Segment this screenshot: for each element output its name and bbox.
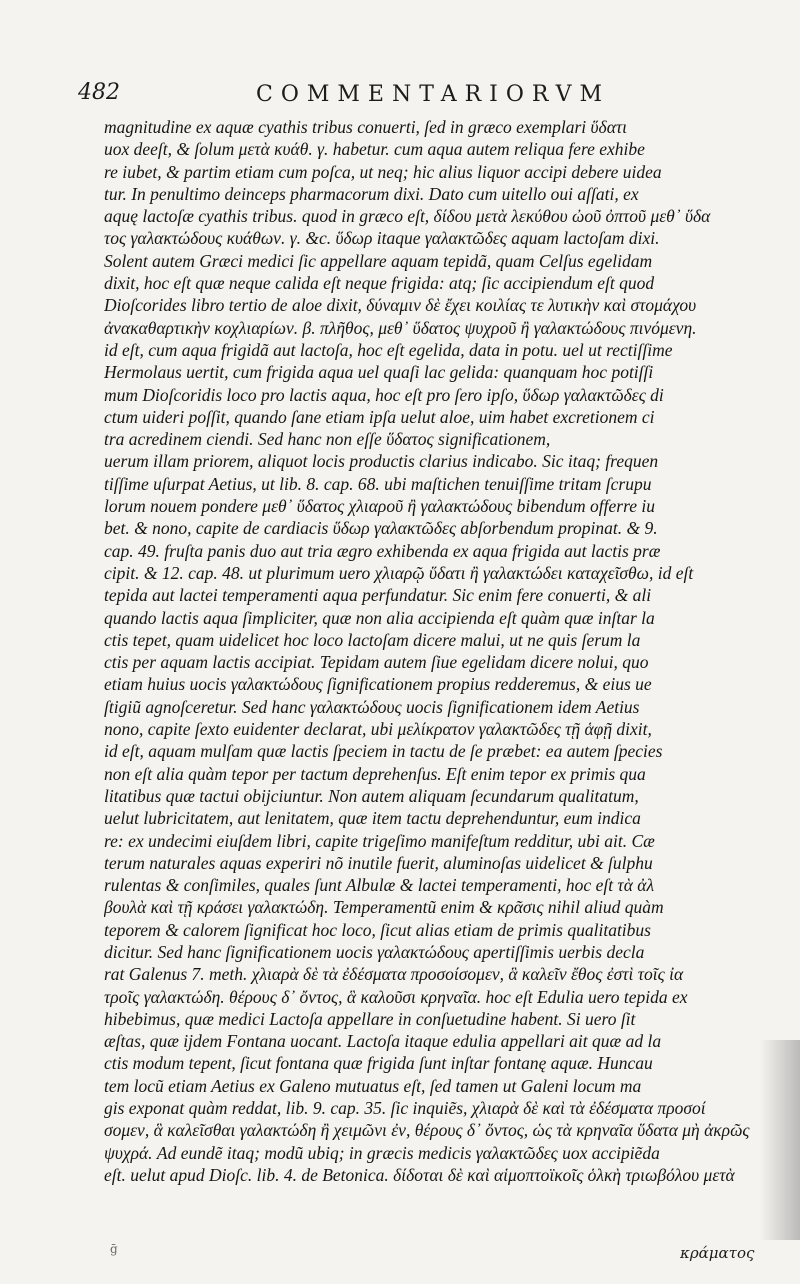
text-line: id eſt, cum aqua frigidã aut lactoſa, hoc eſt egelida, data in potu. uel ut rectiſſime	[104, 339, 673, 360]
text-line: ſtigiũ agnoſceretur. Sed hanc γαλακτώδους uocis ſignificationem idem Aetius	[104, 696, 640, 717]
text-line: non eſt alia quàm tepor per tactum deprehenſus. Eſt enim tepor ex primis qua	[104, 763, 646, 784]
text-line: σομεν, ἃ καλεῖσθαι γαλακτώδη ἢ χειμῶνι ἐν, θέρους δ᾽ ὄντος, ὡς τὰ κρηναῖα ὕδατα μὴ ἀκρῶς	[104, 1120, 750, 1141]
text-line: ctis modum tepent, ſicut fontana quæ frigida ſunt inſtar fontanę aquæ. Huncau	[104, 1053, 653, 1074]
text-line: tur. In penultimo deinceps pharmacorum dixi. Dato cum uitello oui aſſati, ex	[104, 183, 639, 204]
text-line: uox deeſt, & ſolum μετὰ κυάθ. γ. habetur. cum aqua autem reliqua fere exhibe	[104, 139, 645, 160]
page-header	[78, 80, 718, 114]
text-line: rulentas & conſimiles, quales ſunt Albulæ & lactei temperamenti, hoc eſt τὰ ἀλ	[104, 875, 655, 896]
text-line: ψυχρά. Ad eundẽ itaq; modũ ubiq; in græcis medicis γαλακτῶδες uox accipiẽda	[104, 1142, 660, 1163]
text-line: tra acredinem ciendi. Sed hanc non eſſe ὕδατος significationem,	[104, 429, 551, 450]
text-line: mum Dioſcoridis loco pro lactis aqua, hoc eſt pro ſero ipſo, ὕδωρ γαλακτῶδες di	[104, 384, 664, 405]
text-line: etiam huius uocis γαλακτώδους ſignificationem propius redderemus, & eius ue	[104, 674, 652, 695]
text-line: æſtas, quæ ijdem Fontana uocant. Lactoſa itaque edulia appellari ait quæ ad la	[104, 1031, 662, 1052]
page-edge-stain	[760, 1040, 800, 1240]
text-line: ctum uideri poſſit, quando ſane etiam ipſa uelut aloe, uim habet excretionem ci	[104, 406, 655, 427]
text-line: hibebimus, quæ medici Lactoſa appellare in conſuetudine habent. Si uero ſit	[104, 1008, 636, 1029]
text-line: dicitur. Sed hanc ſignificationem uocis γαλακτώδους apertiſſimis uerbis decla	[104, 941, 645, 962]
text-line: re iubet, & partim etiam cum poſca, ut neq; hic alius liquor accipi debere uidea	[104, 161, 662, 182]
text-line: dixit, hoc eſt quæ neque calida eſt neque frigida: atq; ſic accipiendum eſt quod	[104, 273, 655, 294]
text-line: ἀνακαθαρτικὴν κοχλιαρίων. β. πλῆθος, μεθ᾽ ὕδατος ψυχροῦ ἢ γαλακτώδους πινόμενη.	[104, 317, 697, 338]
text-line: terum naturales aquas experiri nõ inutile fuerit, aluminoſas uidelicet & ſulphu	[104, 852, 653, 873]
text-line: cipit. & 12. cap. 48. ut plurimum uero χλιαρῷ ὕδατι ἢ γαλακτώδει καταχεῖσθω, id eſt	[104, 562, 694, 583]
text-line: magnitudine ex aquæ cyathis tribus conuerti, ſed in græco exemplari ὕδατι	[104, 117, 628, 137]
text-line: ctis tepet, quam uidelicet hoc loco lactoſam dicere malui, ut ne quis ſerum la	[104, 629, 641, 650]
text-line: litatibus quæ tactui obijciuntur. Non autem aliquam ſecundarum qualitatum,	[104, 785, 639, 806]
text-line: uerum illam priorem, aliquot locis productis clarius indicabo. Sic itaq; frequen	[104, 451, 659, 472]
text-line: ctis per aquam lactis accipiat. Tepidam autem ſiue egelidam dicere nolui, quo	[104, 652, 649, 673]
text-line: rat Galenus 7. meth. χλιαρὰ δὲ τὰ ἐδέσματα προσοίσομεν, ἃ καλεῖν ἔθος ἐστὶ τοῖς ἰα	[104, 964, 684, 985]
text-line: tem locũ etiam Aetius ex Galeno mutuatus eſt, ſed tamen ut Galeni locum ma	[104, 1075, 642, 1096]
text-line: uelut lubricitatem, aut lenitatem, quæ item tactu deprehenduntur, eum indica	[104, 808, 641, 829]
text-line: id eſt, aquam mulſam quæ lactis ſpeciem in tactu de ſe præbet: ea autem ſpecies	[104, 741, 663, 762]
text-line: tiſſime uſurpat Aetius, ut lib. 8. cap. 68. ubi maſtichen tenuiſſime tritam ſcrupu	[104, 473, 652, 494]
text-body	[104, 116, 764, 1186]
printer-signature-mark: ḡ	[110, 1242, 118, 1256]
page-number: 482	[78, 80, 120, 105]
text-line: nono, capite ſexto euidenter declarat, ubi μελίκρατον γαλακτῶδες τῇ ἁφῇ dixit,	[104, 719, 652, 740]
text-line: τροῖς γαλακτώδη. θέρους δ᾽ ὄντος, ἃ καλοῦσι κρηναῖα. hoc eſt Edulia uero tepida ex	[104, 986, 688, 1007]
text-line: eſt. uelut apud Dioſc. lib. 4. de Betonica. δίδοται δὲ καὶ αἱμοπτοϊκοῖς ὁλκὴ τριωβόλου μετὰ	[104, 1164, 735, 1185]
text-line: tepida aut lactei temperamenti aqua perfundatur. Sic enim fere conuerti, & ali	[104, 585, 652, 606]
text-line: Hermolaus uertit, cum frigida aqua uel quaſi lac gelida: quanquam hoc potiſſi	[104, 362, 654, 383]
running-head: COMMENTARIORVM	[256, 82, 611, 107]
text-line: quando lactis aqua ſimpliciter, quæ non alia accipienda eſt quàm quæ inſtar la	[104, 607, 655, 628]
text-line: Dioſcorides libro tertio de aloe dixit, δύναμιν δὲ ἔχει κοιλίας τε λυτικὴν καὶ στομάχου	[104, 295, 697, 316]
text-line: bet. & nono, capite de cardiacis ὕδωρ γαλακτῶδες abſorbendum propinat. & 9.	[104, 518, 658, 539]
text-line: lorum nouem pondere μεθ᾽ ὕδατος χλιαροῦ ἢ γαλακτώδους bibendum offerre iu	[104, 496, 656, 517]
text-line: teporem & calorem ſignificat hoc loco, ſicut alias etiam de primis qualitatibus	[104, 919, 651, 940]
text-line: Solent autem Græci medici ſic appellare aquam tepidã, quam Celſus egelidam	[104, 250, 653, 271]
text-line: cap. 49. fruſta panis duo aut tria ægro exhibenda ex aqua frigida aut lactis præ	[104, 540, 661, 561]
text-line: aquę lactoſæ cyathis tribus. quod in græco eſt, δίδου μετὰ λεκύθου ὠοῦ ὀπτοῦ μεθ᾽ ὕδα	[104, 206, 711, 227]
catchword: κράματος	[680, 1244, 755, 1262]
text-line: βουλὰ καὶ τῇ κράσει γαλακτώδη. Temperamentũ enim & κρᾶσις nihil aliud quàm	[104, 897, 664, 918]
text-line: re: ex undecimi eiuſdem libri, capite trigeſimo manifeſtum redditur, ubi ait. Cæ	[104, 830, 655, 851]
text-line: gis exponat quàm reddat, lib. 9. cap. 35. ſic inquiẽs, χλιαρὰ δὲ καὶ τὰ ἐδέσματα προσοί	[104, 1098, 706, 1119]
text-line: τος γαλακτώδους κυάθων. γ. &c. ὕδωρ itaque γαλακτῶδες aquam lactoſam dixi.	[104, 228, 660, 249]
